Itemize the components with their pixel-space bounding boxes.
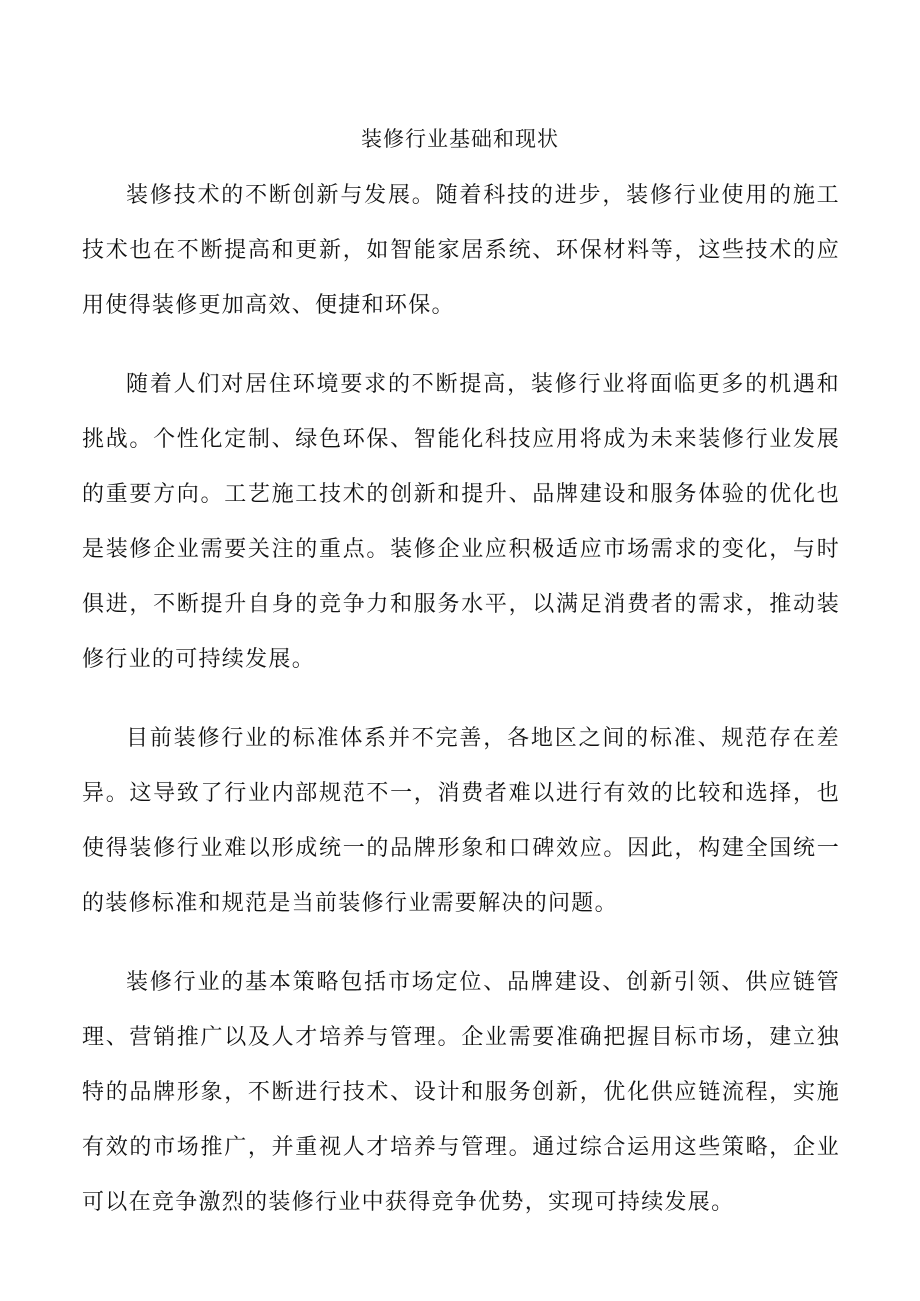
document-body [82,168,840,1254]
paragraph-4: 装修行业的基本策略包括市场定位、品牌建设、创新引领、供应链管理、营销推广以及人才培养与管理。企业需要准确把握目标市场，建立独特的品牌形象，不断进行技术、设计和服务创新，优化供应链流程，实施有效的市场推广，并重视人才培养与管理。通过综合运用这些策略，企业可以在竞争激烈的装修行业中获得竞争优势，实现可持续发展。 [82,970,840,1215]
document-title: 装修行业基础和现状 [361,127,559,151]
paragraph-1: 装修技术的不断创新与发展。随着科技的进步，装修行业使用的施工技术也在不断提高和更新，如智能家居系统、环保材料等，这些技术的应用使得装修更加高效、便捷和环保。 [82,183,840,318]
paragraph-3: 目前装修行业的标准体系并不完善，各地区之间的标准、规范存在差异。这导致了行业内部规范不一，消费者难以进行有效的比较和选择，也使得装修行业难以形成统一的品牌形象和口碑效应。因此，构建全国统一的装修标准和规范是当前装修行业需要解决的问题。 [82,726,840,916]
paragraph-2: 随着人们对居住环境要求的不断提高，装修行业将面临更多的机遇和挑战。个性化定制、绿色环保、智能化科技应用将成为未来装修行业发展的重要方向。工艺施工技术的创新和提升、品牌建设和服务体验的优化也是装修企业需要关注的重点。装修企业应积极适应市场需求的变化，与时俱进，不断提升自身的竞争力和服务水平，以满足消费者的需求，推动装修行业的可持续发展。 [82,372,840,672]
